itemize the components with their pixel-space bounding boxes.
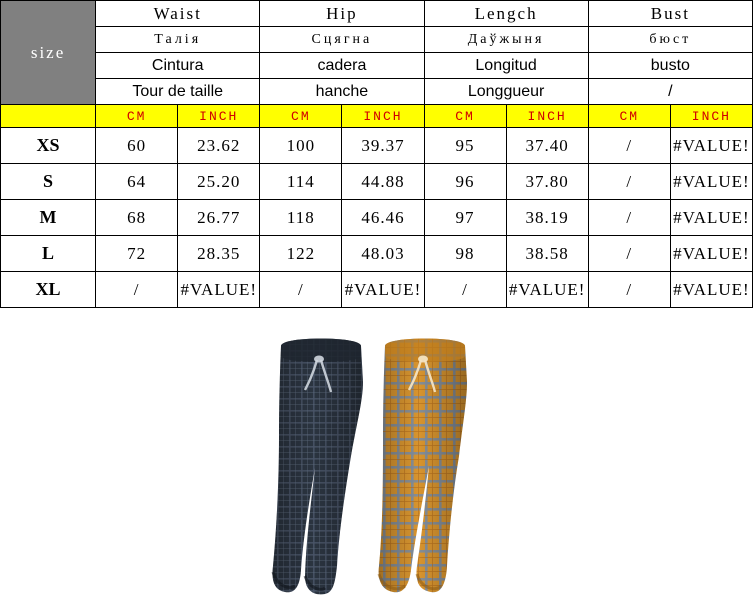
size-corner-label: size — [1, 1, 96, 105]
header-hip-en: Hip — [260, 1, 424, 27]
header-length-en: Lengch — [424, 1, 588, 27]
table-row — [1, 272, 753, 308]
header-hip-es: cadera — [260, 53, 424, 79]
cell-length-inch: 38.58 — [506, 236, 588, 272]
table-row — [1, 200, 753, 236]
cell-bust-inch: #VALUE! — [670, 164, 752, 200]
table-row — [1, 128, 753, 164]
header-bust-es: busto — [588, 53, 752, 79]
cell-waist-inch: 23.62 — [178, 128, 260, 164]
cell-length-cm: 96 — [424, 164, 506, 200]
cell-waist-inch: 26.77 — [178, 200, 260, 236]
pants-illustration — [265, 326, 495, 598]
pants-photo — [265, 326, 495, 598]
cell-waist-cm: 72 — [96, 236, 178, 272]
cell-hip-inch: 48.03 — [342, 236, 424, 272]
row-size-label: L — [1, 236, 96, 272]
cell-waist-inch: #VALUE! — [178, 272, 260, 308]
header-hip-cyr: Сцягна — [260, 27, 424, 53]
header-waist-fr: Tour de taille — [96, 79, 260, 105]
cell-hip-cm: 122 — [260, 236, 342, 272]
cell-length-cm: 97 — [424, 200, 506, 236]
cell-waist-inch: 25.20 — [178, 164, 260, 200]
cell-length-inch: #VALUE! — [506, 272, 588, 308]
cell-length-inch: 37.80 — [506, 164, 588, 200]
unit-hip-cm: CM — [260, 105, 342, 128]
cell-waist-cm: 60 — [96, 128, 178, 164]
unit-bust-cm: CM — [588, 105, 670, 128]
cell-hip-cm: 114 — [260, 164, 342, 200]
header-row-french — [1, 79, 753, 105]
header-length-fr: Longgueur — [424, 79, 588, 105]
cell-bust-cm: / — [588, 128, 670, 164]
table-row — [1, 164, 753, 200]
header-length-es: Longitud — [424, 53, 588, 79]
header-bust-cyr: бюст — [588, 27, 752, 53]
row-size-label: S — [1, 164, 96, 200]
row-size-label: XL — [1, 272, 96, 308]
cell-bust-cm: / — [588, 164, 670, 200]
cell-hip-cm: 118 — [260, 200, 342, 236]
cell-bust-cm: / — [588, 236, 670, 272]
header-waist-en: Waist — [96, 1, 260, 27]
cell-bust-inch: #VALUE! — [670, 236, 752, 272]
header-bust-en: Bust — [588, 1, 752, 27]
cell-waist-inch: 28.35 — [178, 236, 260, 272]
header-row-english — [1, 1, 753, 27]
unit-bust-inch: INCH — [670, 105, 752, 128]
row-size-label: M — [1, 200, 96, 236]
cell-length-cm: / — [424, 272, 506, 308]
unit-row — [1, 105, 753, 128]
cell-length-inch: 38.19 — [506, 200, 588, 236]
header-waist-cyr: Талія — [96, 27, 260, 53]
cell-hip-cm: / — [260, 272, 342, 308]
cell-bust-inch: #VALUE! — [670, 272, 752, 308]
cell-hip-inch: 46.46 — [342, 200, 424, 236]
header-bust-fr: / — [588, 79, 752, 105]
header-length-cyr: Даўжыня — [424, 27, 588, 53]
cell-waist-cm: 68 — [96, 200, 178, 236]
cell-bust-inch: #VALUE! — [670, 128, 752, 164]
pants-right — [379, 339, 467, 593]
unit-waist-inch: INCH — [178, 105, 260, 128]
cell-length-cm: 95 — [424, 128, 506, 164]
cell-hip-inch: 39.37 — [342, 128, 424, 164]
product-photo-area — [0, 308, 753, 598]
cell-hip-inch: #VALUE! — [342, 272, 424, 308]
header-hip-fr: hanche — [260, 79, 424, 105]
unit-corner-blank — [1, 105, 96, 128]
unit-waist-cm: CM — [96, 105, 178, 128]
cell-length-cm: 98 — [424, 236, 506, 272]
pants-left — [273, 339, 364, 595]
cell-bust-inch: #VALUE! — [670, 200, 752, 236]
cell-hip-cm: 100 — [260, 128, 342, 164]
cell-bust-cm: / — [588, 200, 670, 236]
cell-bust-cm: / — [588, 272, 670, 308]
table-row — [1, 236, 753, 272]
header-row-spanish — [1, 53, 753, 79]
cell-hip-inch: 44.88 — [342, 164, 424, 200]
unit-length-inch: INCH — [506, 105, 588, 128]
cell-length-inch: 37.40 — [506, 128, 588, 164]
unit-length-cm: CM — [424, 105, 506, 128]
header-row-cyrillic — [1, 27, 753, 53]
row-size-label: XS — [1, 128, 96, 164]
header-waist-es: Cintura — [96, 53, 260, 79]
cell-waist-cm: 64 — [96, 164, 178, 200]
cell-waist-cm: / — [96, 272, 178, 308]
unit-hip-inch: INCH — [342, 105, 424, 128]
